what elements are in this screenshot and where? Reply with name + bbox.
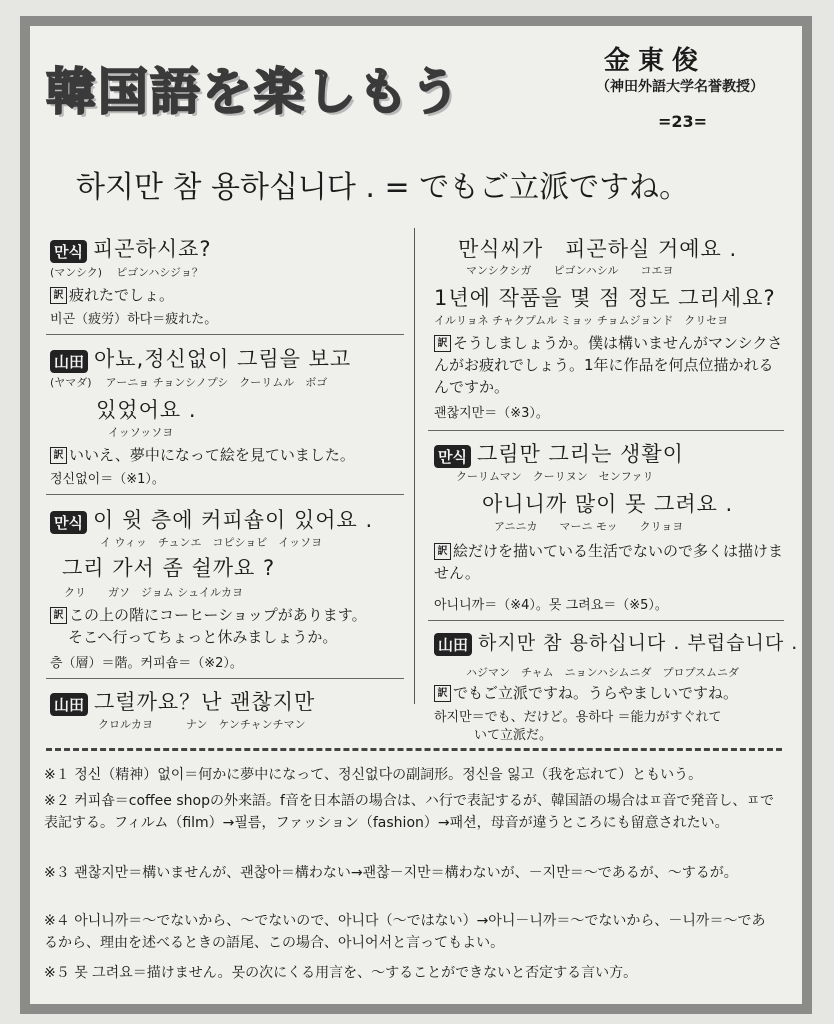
- divider: [428, 620, 784, 621]
- vocab-note: いて立派だ。: [474, 728, 553, 743]
- translation-text: そこへ行ってちょっと休みましょうか。: [68, 628, 338, 646]
- dialogue-line: [434, 438, 684, 468]
- translation-text: 絵だけを描いている生活でないので多くは描けません。: [434, 542, 784, 582]
- author-name: 金東俊: [604, 46, 707, 76]
- divider: [46, 334, 404, 335]
- footnote-mark: ※３: [44, 865, 70, 881]
- kana-text: アーニョ チョンシノプシ クーリムル ボゴ: [105, 376, 328, 389]
- translation: [50, 284, 174, 305]
- dialogue-line: [50, 504, 373, 534]
- korean-text: 그림만 그리는 생활이: [476, 442, 684, 466]
- divider: [46, 494, 404, 495]
- kana-text: ピゴンハシジョ？: [116, 266, 203, 279]
- speaker-badge: 만식: [50, 240, 87, 263]
- footnote-text: 커피숍＝coffee shopの外来語。f音を日本語の場合は、ハ行で表記するが、韓国語の場合はㅍ音で発音し、ㅍで表記する。フィルム（film）→필름，ファッション（fashion）→패션，母音が違うところにも留意されたい。: [44, 793, 774, 831]
- dialogue-line: [50, 343, 351, 373]
- issue-number: =23=: [658, 112, 708, 131]
- kana-text: イルリョネ チャクプムル ミョッ チョムジョンド クリセヨ: [434, 314, 729, 327]
- footnote: [44, 962, 774, 984]
- vocab-note: 층（層）＝階。커피숍＝（※2）。: [50, 656, 243, 671]
- translation-mark-icon: 訳: [50, 607, 67, 624]
- translation: [50, 604, 367, 625]
- dialogue-line: [50, 686, 315, 716]
- kana-text: クーリムマン クーリヌン センファリ: [456, 470, 654, 483]
- korean-text: 아니니까 많이 못 그려요 .: [482, 492, 734, 516]
- kana-reading: [50, 374, 327, 390]
- series-title: 韓国語を楽しもう: [46, 63, 462, 121]
- translation-text: でもご立派ですね。うらやましいですね。: [453, 684, 739, 702]
- kana-speaker: (マンシク): [50, 266, 103, 279]
- translation: [434, 332, 786, 398]
- kana-text: イッソッソヨ: [108, 426, 174, 439]
- translation-mark-icon: 訳: [434, 685, 451, 702]
- vocab-note: 정신없이＝（※1）。: [50, 472, 165, 487]
- footnote-text: 아니니까＝～でないから、～でないので、아니다（～ではない）→아니－니까＝～でないから、－니까＝～であるから、理由を述べるときの語尾、この場合、아니어서と言ってもよい。: [44, 913, 766, 951]
- speaker-badge: 만식: [434, 445, 471, 468]
- translation-mark-icon: 訳: [434, 335, 451, 352]
- kana-text: クロルカヨ ナン ケンチャンチマン: [98, 718, 306, 731]
- headline: 하지만 참 용하십니다 . = でもご立派ですね。: [76, 170, 690, 205]
- vocab-note: 아니니까＝（※4）。못 그려요＝（※5）。: [434, 598, 668, 613]
- kana-text: マンシクシガ ピゴンハシル コエヨ: [466, 264, 674, 277]
- translation-mark-icon: 訳: [50, 447, 67, 464]
- translation-text: いいえ、夢中になって絵を見ていました。: [69, 446, 355, 464]
- speaker-badge: 만식: [50, 511, 87, 534]
- footnote-text: 정신（精神）없이＝何かに夢中になって、정신없다の副詞形。정신을 잃고（我を忘れて）ともいう。: [74, 767, 703, 783]
- footnote: [44, 764, 774, 786]
- kana-text: イ ウィッ チュンエ コピショビ イッソヨ: [100, 536, 323, 549]
- translation: [50, 444, 355, 465]
- column-divider: [414, 228, 415, 704]
- footnote-mark: ※１: [44, 767, 70, 783]
- korean-text: 하지만 참 용하십니다 . 부럽습니다 .: [478, 632, 799, 654]
- korean-text: 있었어요 .: [96, 398, 197, 422]
- translation: [434, 540, 786, 584]
- korean-text: 그럴까요？난 괜찮지만: [94, 690, 316, 714]
- vocab-note: 하지만＝でも、だけど。용하다 ＝能力がすぐれて: [434, 710, 722, 725]
- kana-text: アニニカ マーニ モッ クリョヨ: [494, 520, 684, 533]
- korean-text: 만식씨가 피곤하실 거예요 .: [458, 237, 738, 261]
- translation: [434, 682, 738, 703]
- kana-text: ハジマン チャム ニョンハシムニダ プロプスムニダ: [466, 666, 740, 679]
- author-title: （神田外語大学名誉教授）: [596, 79, 764, 95]
- footnote-text: 못 그려요＝描けません。못の次にくる用言を、～することができないと否定する言い方。: [74, 965, 638, 981]
- dashed-separator: [46, 748, 782, 751]
- divider: [428, 430, 784, 431]
- vocab-note: 괜찮지만＝（※3）。: [434, 406, 549, 421]
- footnote-mark: ※５: [44, 965, 70, 981]
- speaker-badge: 山田: [434, 633, 472, 656]
- kana-text: クリ ガソ ジョム シュイルカヨ: [64, 586, 244, 599]
- divider: [46, 678, 404, 679]
- translation-text: この上の階にコーヒーショップがあります。: [69, 606, 367, 624]
- footnote-mark: ※４: [44, 913, 70, 929]
- vocab-note: 비곤（疲労）하다＝疲れた。: [50, 312, 218, 327]
- korean-text: 1년에 작품을 몇 점 정도 그리세요?: [434, 286, 776, 310]
- footnote: [44, 862, 774, 884]
- korean-text: 이 윗 층에 커피숍이 있어요 .: [92, 508, 374, 532]
- dialogue-line: [50, 233, 212, 263]
- korean-text: 피곤하시죠?: [92, 237, 212, 261]
- footnote-text: 괜찮지만＝構いませんが、괜찮아＝構わない→괜찮－지만＝構わないが、－지만＝～であるが、～するが。: [74, 865, 738, 881]
- kana-speaker: (ヤマダ): [50, 376, 92, 389]
- translation-mark-icon: 訳: [434, 543, 451, 560]
- korean-text: 그리 가서 좀 쉴까요 ?: [62, 556, 276, 580]
- speaker-badge: 山田: [50, 350, 88, 373]
- korean-text: 아뇨,정신없이 그림을 보고: [94, 347, 352, 371]
- speaker-badge: 山田: [50, 693, 88, 716]
- translation-text: そうしましょうか。僕は構いませんがマンシクさんがお疲れでしょう。1年に作品を何点位描かれるんですか。: [434, 334, 783, 396]
- translation-text: 疲れたでしょ。: [69, 286, 175, 304]
- footnote: [44, 910, 774, 954]
- footnote-mark: ※２: [44, 793, 70, 809]
- translation-mark-icon: 訳: [50, 287, 67, 304]
- kana-reading: [50, 264, 203, 280]
- footnote: [44, 790, 774, 834]
- dialogue-line: [434, 628, 798, 656]
